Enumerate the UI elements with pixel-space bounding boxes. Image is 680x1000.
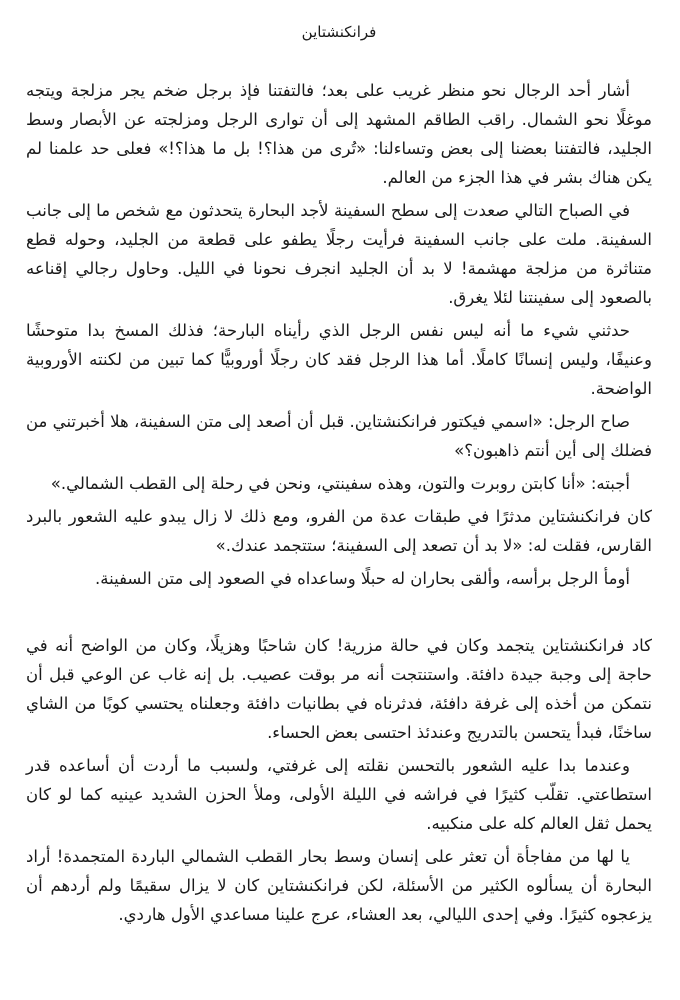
running-header: فرانكنشتاين [301, 23, 377, 41]
chapter-text-part-2 [26, 631, 652, 929]
paragraph: أشار أحد الرجال نحو منظر غريب على بعد؛ فالتفتنا فإذ برجل ضخم يجر مزلجة ويتجه موغلًا نحو الشمال. راقب الطاقم المشهد إلى أن توارى الرجل ومزلجته عن الأبصار وسط الجليد، فالتفتنا بعضنا إلى بعض وتساءلنا: «تُرى من هذا؟! بل ما هذا؟!» فعلى حد علمنا لم يكن هناك بشر في هذا الجزء من العالم. [26, 81, 652, 187]
paragraph: كان فرانكنشتاين مدثرًا في طبقات عدة من الفرو، ومع ذلك لا زال يبدو عليه الشعور بالبرد القارس، فقلت له: «لا بد أن تصعد إلى السفينة؛ ستتجمد عندك.» [26, 507, 652, 555]
paragraph: في الصباح التالي صعدت إلى سطح السفينة لأجد البحارة يتحدثون مع شخص ما إلى جانب السفينة. ملت على جانب السفينة فرأيت رجلًا يطفو على قطعة من الجليد، وحوله قطع متناثرة من مزلجة مهشمة! لا بد أن الجليد انجرف نحونا في الليل. وحاول رجالي إقناعه بالصعود إلى سفينتنا لئلا يغرق. [26, 201, 652, 307]
paragraph: حدثني شيء ما أنه ليس نفس الرجل الذي رأيناه البارحة؛ فذلك المسخ بدا متوحشًا وعنيفًا، وليس إنسانًا كاملًا. أما هذا الرجل فقد كان رجلًا أوروبيًّا كما تبين من لكنته الأوروبية الواضحة. [26, 321, 652, 398]
paragraph: كاد فرانكنشتاين يتجمد وكان في حالة مزرية! كان شاحبًا وهزيلًا، وكان من الواضح أنه في حاجة إلى وجبة جيدة دافئة. واستنتجت أنه مر بوقت عصيب. بل إنه غاب عن الوعي قبل أن نتمكن من أخذه إلى غرفة دافئة، فدثرناه في بطانيات دافئة وجعلناه يحتسي كوبًا من الشاي ساخنًا، فبدأ يتحسن بالتدريج وعندئذ احتسى بعض الحساء. [26, 636, 652, 742]
paragraph: وعندما بدا عليه الشعور بالتحسن نقلته إلى غرفتي، ولسبب ما أردت أن أساعده قدر استطاعتي. تقلّب كثيرًا في فراشه في الليلة الأولى، وملأ الحزن الشديد عينيه كما لو كان يحمل ثقل العالم كله على منكبيه. [26, 756, 652, 833]
paragraph: صاح الرجل: «اسمي فيكتور فرانكنشتاين. قبل أن أصعد إلى متن السفينة، هلا أخبرتني من فضلك إلى أين أنتم ذاهبون؟» [26, 412, 652, 460]
paragraph: يا لها من مفاجأة أن تعثر على إنسان وسط بحار القطب الشمالي الباردة المتجمدة! أراد البحارة أن يسألوه الكثير من الأسئلة، لكن فرانكنشتاين كان لا يزال سقيمًا ولم أردهم أن يزعجوه كثيرًا. وفي إحدى الليالي، بعد العشاء، عرج علينا مساعدي الأول هاردي. [26, 847, 652, 924]
chapter-text-part-1 [26, 76, 652, 593]
section-break [26, 597, 652, 631]
paragraph: أجبته: «أنا كابتن روبرت والتون، وهذه سفينتي، ونحن في رحلة إلى القطب الشمالي.» [50, 474, 630, 493]
paragraph: أومأ الرجل برأسه، وألقى بحاران له حبلًا وساعداه في الصعود إلى متن السفينة. [95, 569, 630, 588]
